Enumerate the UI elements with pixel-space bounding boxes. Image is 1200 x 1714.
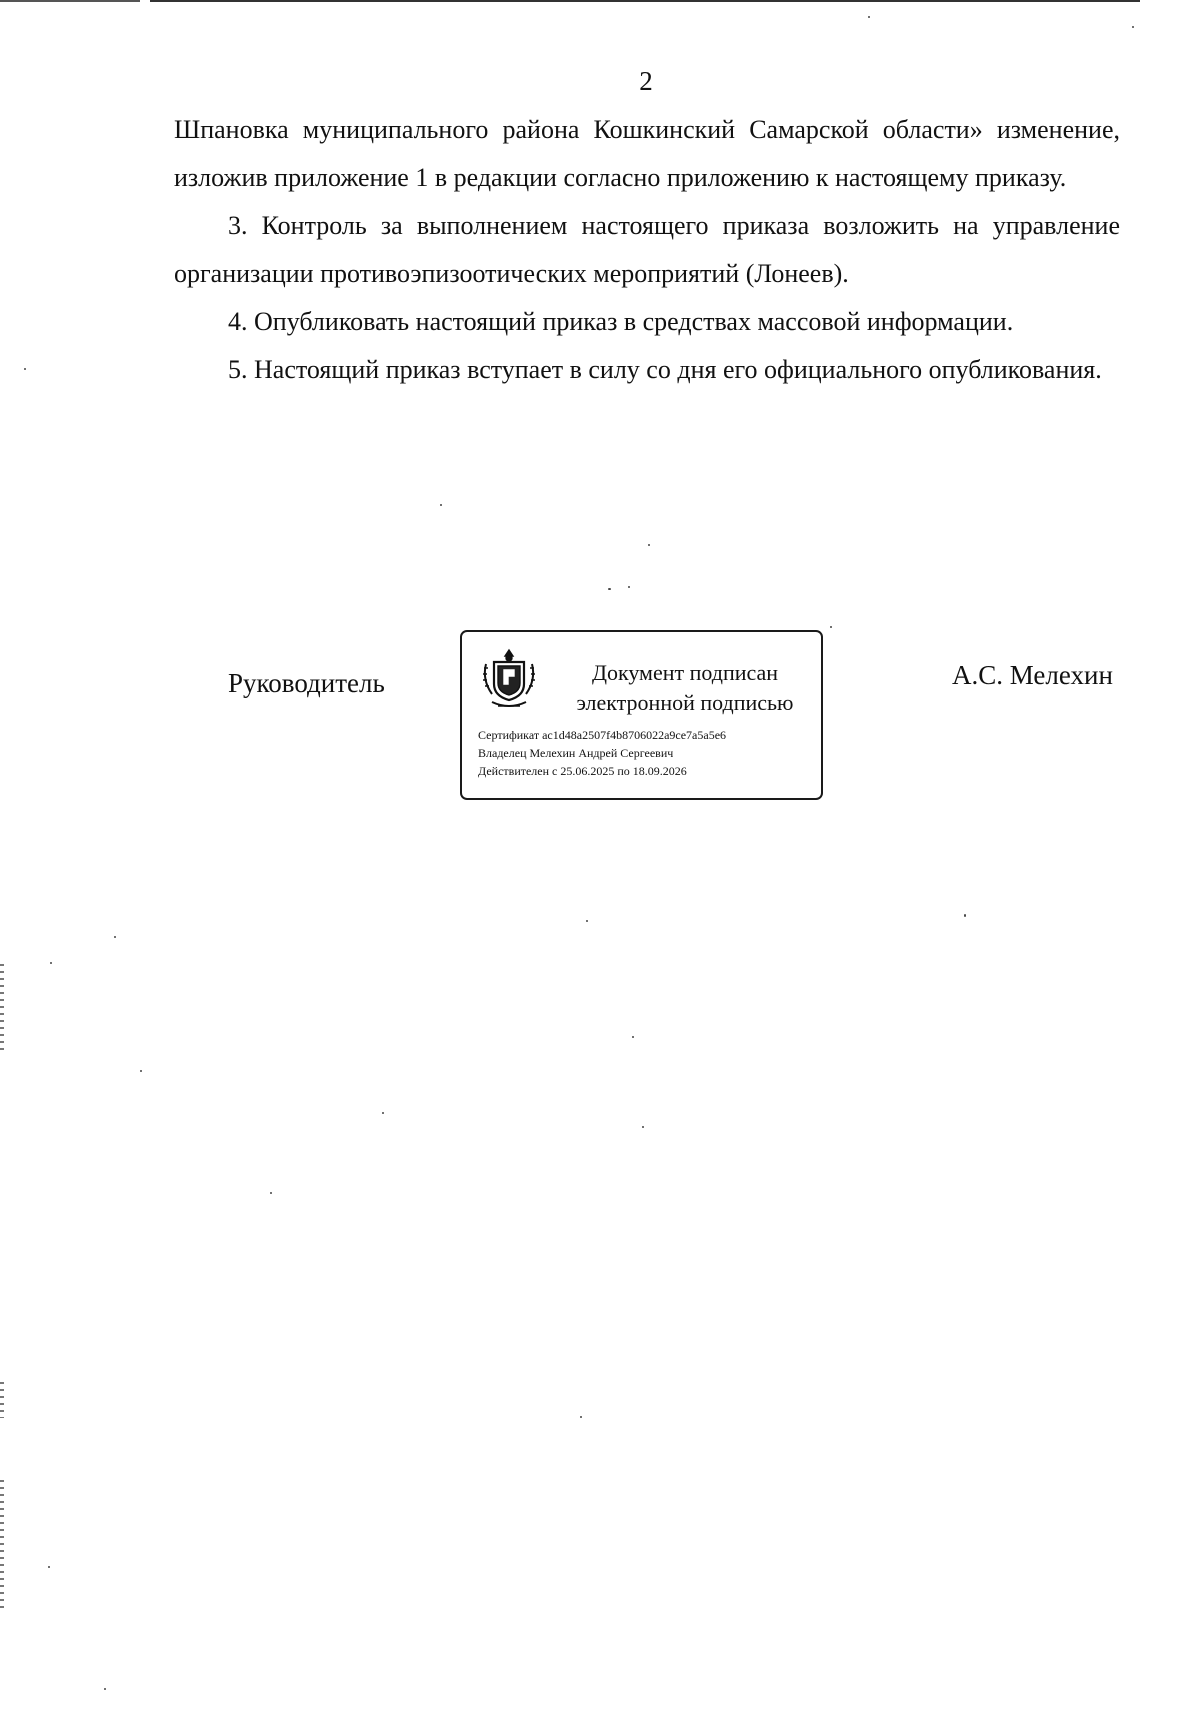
stamp-title — [554, 658, 816, 718]
stamp-title-line2: электронной подписью — [576, 690, 794, 715]
paragraph-item-4: 4. Опубликовать настоящий приказ в средствах массовой информации. — [228, 307, 1014, 336]
paragraph-item-5: 5. Настоящий приказ вступает в силу со дня его официального опубликования. — [228, 355, 1102, 384]
electronic-signature-stamp — [460, 630, 823, 800]
scan-edge-noise — [0, 1382, 4, 1418]
stamp-title-line1: Документ подписан — [591, 660, 779, 685]
scan-speck — [440, 504, 442, 506]
scan-speck — [382, 1112, 384, 1114]
scan-speck — [50, 962, 52, 964]
scan-speck — [642, 1126, 644, 1128]
stamp-validity: Действителен с 25.06.2025 по 18.09.2026 — [478, 764, 687, 778]
paragraph-continuation: Шпановка муниципального района Кошкинский Самарской области» изменение, изложив приложение 1 в редакции согласно приложению к настоящему приказу. — [174, 115, 1120, 192]
scan-border-line — [0, 0, 1140, 2]
scan-speck — [964, 914, 966, 917]
scan-speck — [104, 1688, 106, 1690]
paragraph-item-3: 3. Контроль за выполнением настоящего приказа возложить на управление организации противоэпизоотических мероприятий (Лонеев). — [174, 211, 1120, 288]
scan-speck — [830, 626, 832, 628]
scan-speck — [608, 588, 611, 590]
signatory-name: А.С. Мелехин — [952, 660, 1113, 690]
page-number: 2 — [639, 66, 653, 96]
scan-speck — [586, 920, 588, 922]
scan-speck — [632, 1036, 634, 1038]
stamp-details — [478, 726, 726, 780]
scan-speck — [648, 544, 650, 546]
coat-of-arms-icon — [478, 646, 540, 712]
document-body — [174, 106, 1120, 394]
scan-speck — [868, 16, 870, 18]
scan-speck — [1132, 26, 1134, 28]
scan-speck — [24, 368, 26, 370]
scan-speck — [580, 1416, 582, 1418]
scan-edge-noise — [0, 1480, 4, 1610]
signatory-role: Руководитель — [228, 668, 385, 698]
scan-speck — [114, 936, 116, 938]
scan-speck — [270, 1192, 272, 1194]
stamp-certificate: Сертификат ac1d48a2507f4b8706022a9ce7a5a5e6 — [478, 728, 727, 742]
scan-speck — [140, 1070, 142, 1072]
scan-speck — [628, 586, 630, 588]
scan-edge-noise — [0, 964, 4, 1054]
stamp-owner: Владелец Мелехин Андрей Сергеевич — [478, 746, 674, 760]
scan-speck — [48, 1566, 50, 1568]
